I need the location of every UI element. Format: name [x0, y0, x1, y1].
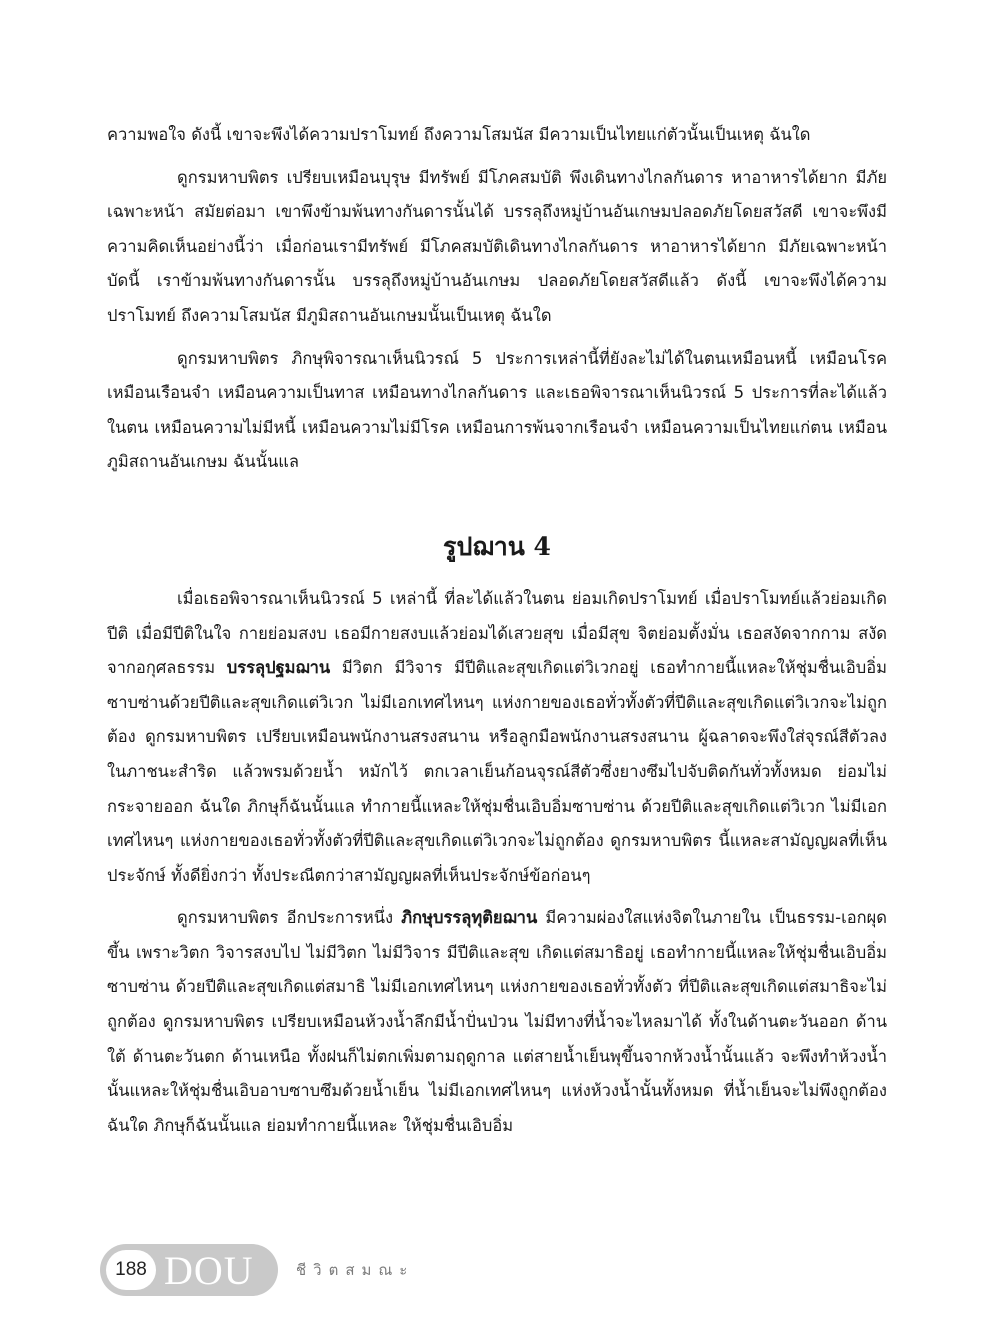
- section-heading: รูปฌาน 4: [443, 531, 551, 561]
- page-footer: [100, 1242, 414, 1298]
- paragraph-4: [107, 582, 887, 893]
- paragraph-5-text-b: มีความผ่องใสแห่งจิตในภายใน เป็นธรรม-เอกผุดขึ้น เพราะวิตก วิจารสงบไป ไม่มีวิตก ไม่มีวิจาร มีปีติและสุข เกิดแต่สมาธิอยู่ เธอทำกายนี้แหละให้ชุ่มชื่นเอิบอิ่มซาบซ่าน ด้วยปีติและสุขเกิดแต่สมาธิ ไม่มีเอกเทศไหนๆ แห่งกายของเธอทั่วทั้งตัว ที่ปีติและสุขเกิดแต่สมาธิจะไม่ถูกต้อง ดูกรมหาบพิตร เปรียบเหมือนห้วงน้ำลึกมีน้ำปั่นป่วน ไม่มีทางที่น้ำจะไหลมาได้ ทั้งในด้านตะวันออก ด้านใต้ ด้านตะวันตก ด้านเหนือ ทั้งฝนก็ไม่ตกเพิ่มตามฤดูกาล แต่สายน้ำเย็นพุขึ้นจากห้วงน้ำนั้นแล้ว จะพึงทำห้วงน้ำนั้นแหละให้ชุ่มชื่นเอิบอาบซาบซึมด้วยน้ำเย็น ไม่มีเอกเทศไหนๆ แห่งห้วงน้ำนั้นทั้งหมด ที่น้ำเย็นจะไม่พึงถูกต้องฉันใด ภิกษุก็ฉันนั้นแล ย่อมทำกายนี้แหละ ให้ชุ่มชื่นเอิบอิ่ม: [107, 908, 888, 1135]
- paragraph-3: ดูกรมหาบพิตร ภิกษุพิจารณาเห็นนิวรณ์ 5 ประการเหล่านี้ที่ยังละไม่ได้ในตนเหมือนหนี้ เหมือนโรค เหมือนเรือนจำ เหมือนความเป็นทาส เหมือนทางไกลกันดาร และเธอพิจารณาเห็นนิวรณ์ 5 ประการที่ละได้แล้วในตน เหมือนความไม่มีหนี้ เหมือนความไม่มีโรค เหมือนการพ้นจากเรือนจำ เหมือนความเป็นไทยแก่ตน เหมือนภูมิสถานอันเกษม ฉันนั้นแล: [107, 348, 887, 472]
- brand-logo: DOU: [164, 1247, 254, 1293]
- book-title: ชีวิตสมณะ: [296, 1261, 415, 1279]
- paragraph-5-bold-term: ภิกษุบรรลุทุติยฌาน: [401, 908, 538, 928]
- paragraph-5-text-a: ดูกรมหาบพิตร อีกประการหนึ่ง: [177, 908, 402, 928]
- page-number: 188: [106, 1250, 156, 1290]
- paragraph-1: ความพอใจ ดังนี้ เขาจะพึงได้ความปราโมทย์ ถึงความโสมนัส มีความเป็นไทยแก่ตัวนั้นเป็นเหตุ ฉันใด: [107, 125, 811, 144]
- paragraph-5: [107, 901, 887, 1143]
- page-body: [107, 118, 887, 1151]
- paragraph-4-text-b: มีวิตก มีวิจาร มีปีติและสุขเกิดแต่วิเวกอยู่ เธอทำกายนี้แหละให้ชุ่มชื่นเอิบอิ่มซาบซ่านด้วยปีติและสุขเกิดแต่วิเวก ไม่มีเอกเทศไหนๆ แห่งกายของเธอทั่วทั้งตัวที่ปีติและสุขเกิดแต่วิเวกจะไม่ถูกต้อง ดูกรมหาบพิตร เปรียบเหมือนพนักงานสรงสนาน หรือลูกมือพนักงานสรงสนาน ผู้ฉลาดจะพึงใส่จุรณ์สีตัวลงในภาชนะสำริด แล้วพรมด้วยน้ำ หมักไว้ ตกเวลาเย็นก้อนจุรณ์สีตัวซึ่งยางซึมไปจับติดกันทั่วทั้งหมด ย่อมไม่กระจายออก ฉันใด ภิกษุก็ฉันนั้นแล ทำกายนี้แหละให้ชุ่มชื่นเอิบอิ่มซาบซ่าน ด้วยปีติและสุขเกิดแต่วิเวก ไม่มีเอกเทศไหนๆ แห่งกายของเธอทั่วทั้งตัวที่ปีติและสุขเกิดแต่วิเวกจะไม่ถูกต้อง ดูกรมหาบพิตร นี้แหละสามัญญผลที่เห็นประจักษ์ ทั้งดียิ่งกว่า ทั้งประณีตกว่าสามัญญผลที่เห็นประจักษ์ข้อก่อนๆ: [107, 658, 887, 885]
- paragraph-4-text-a: เมื่อเธอพิจารณาเห็นนิวรณ์ 5 เหล่านี้ ที่ละได้แล้วในตน ย่อมเกิดปราโมทย์ เมื่อปราโมทย์แล้วย่อมเกิดปีติ เมื่อมีปีติในใจ กายย่อมสงบ เธอมีกายสงบแล้วย่อมได้เสวยสุข เมื่อมีสุข จิตย่อมตั้งมั่น เธอสงัดจากกาม สงัดจากอกุศลธรรม: [107, 588, 887, 678]
- footer-badge: [100, 1244, 278, 1296]
- paragraph-4-bold-term: บรรลุปฐมฌาน: [226, 658, 331, 678]
- paragraph-2: ดูกรมหาบพิตร เปรียบเหมือนบุรุษ มีทรัพย์ มีโภคสมบัติ พึงเดินทางไกลกันดาร หาอาหารได้ยาก มีภัยเฉพาะหน้า สมัยต่อมา เขาพึงข้ามพ้นทางกันดารนั้นได้ บรรลุถึงหมู่บ้านอันเกษมปลอดภัยโดยสวัสดี เขาจะพึงมีความคิดเห็นอย่างนี้ว่า เมื่อก่อนเรามีทรัพย์ มีโภคสมบัติเดินทางไกลกันดาร หาอาหารได้ยาก มีภัยเฉพาะหน้า บัดนี้ เราข้ามพ้นทางกันดารนั้น บรรลุถึงหมู่บ้านอันเกษม ปลอดภัยโดยสวัสดีแล้ว ดังนี้ เขาจะพึงได้ความปราโมทย์ ถึงความโสมนัส มีภูมิสถานอันเกษมนั้นเป็นเหตุ ฉันใด: [107, 167, 887, 325]
